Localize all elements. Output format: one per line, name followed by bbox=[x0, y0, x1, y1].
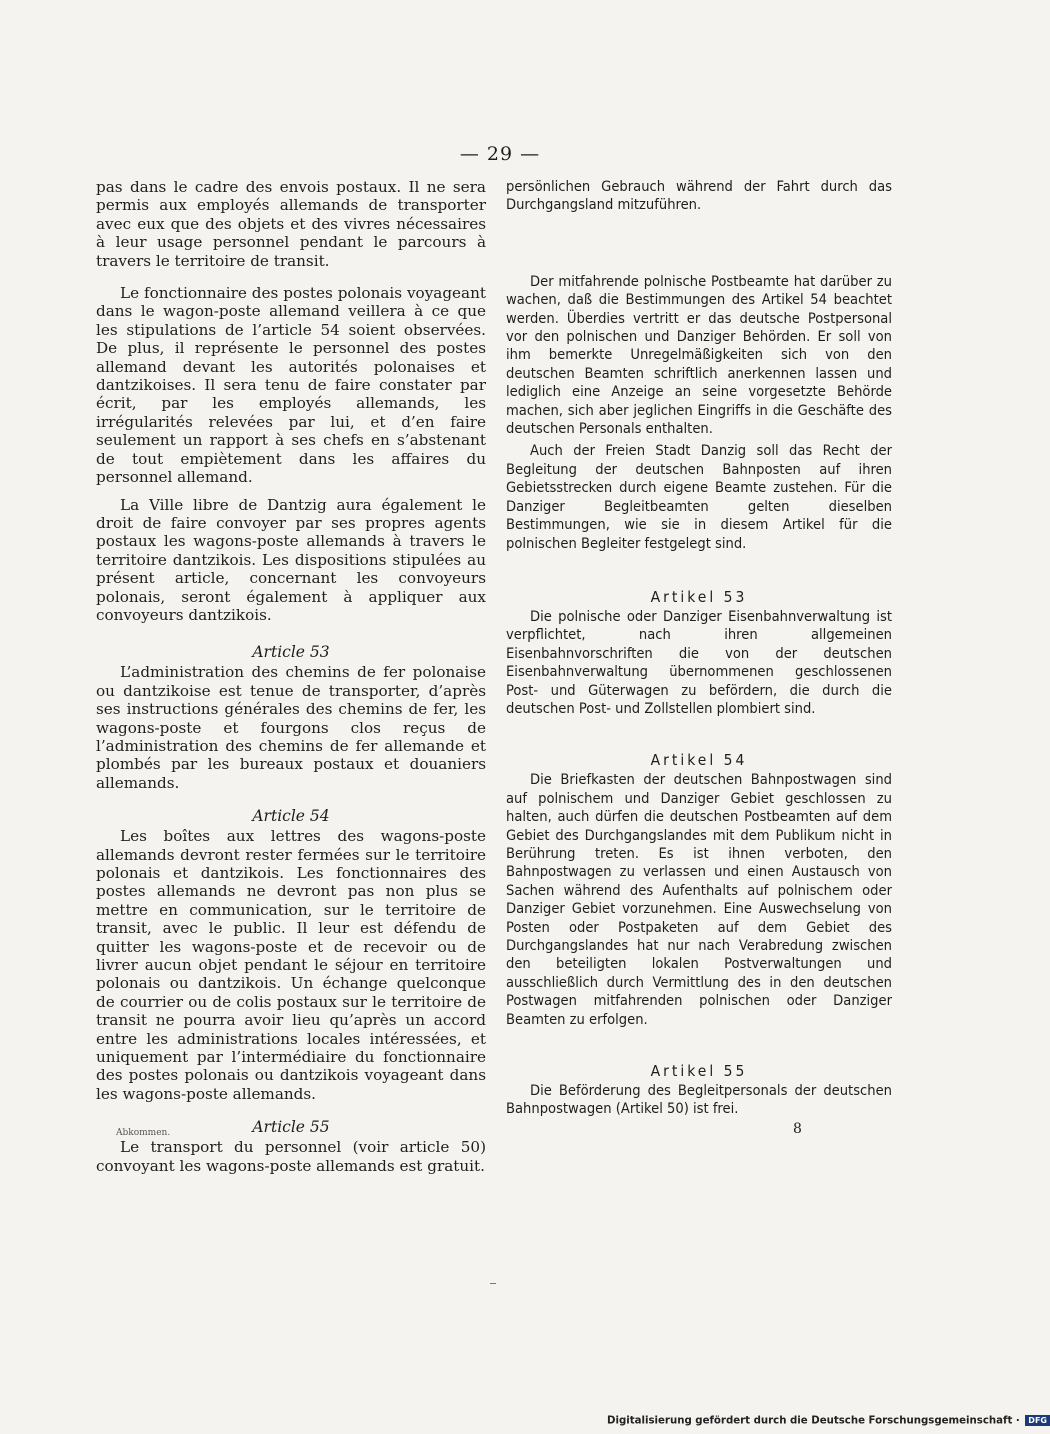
german-paragraph: Die Briefkasten der deutschen Bahnpostwagen sind auf polnischem und Danziger Gebiet geschlossen zu halten, auch dürfen die deutschen Postbeamten auf dem Gebiet des Durchgangslandes mit dem Publikum nicht in Berührung treten. Es ist ihnen verboten, den Bahnpostwagen zu verlassen und einen Austausch von Sachen während des Aufenthalts auf polnischem oder Danziger Gebiet vorzunehmen. Eine Auswechselung von Posten oder Postpaketen auf dem Gebiet des Durchgangslandes hat nur nach Verabredung zwischen den beteiligten lokalen Postverwaltungen und ausschließlich durch Vermittlung des in den deutschen Postwagen mitfahrenden polnischen oder Danziger Beamten zu erfolgen. bbox=[506, 771, 892, 1028]
french-paragraph: La Ville libre de Dantzig aura également le droit de faire convoyer par ses propres agents postaux les wagons-poste allemands à travers le territoire dantzikois. Les dispositions stipulées au présent article, concernant les convoyeurs polonais, seront également à appliquer aux convoyeurs dantzikois. bbox=[96, 495, 486, 624]
page-number: — 29 — bbox=[459, 143, 541, 165]
german-paragraph: Der mitfahrende polnische Postbeamte hat darüber zu wachen, daß die Bestimmungen des Artikel 54 beachtet werden. Überdies vertritt er das deutsche Postpersonal vor den polnischen und Danziger Behörden. Er soll von ihm bemerkte Unregelmäßigkeiten sich von den deutschen Beamten schriftlich anerkennen lassen und lediglich eine Anzeige an seine vorgesetzte Behörde machen, sich aber jeglichen Eingriffs in die Geschäfte des deutschen Personals enthalten. bbox=[506, 272, 892, 438]
credit-text: Digitalisierung gefördert durch die Deutsche Forschungsgemeinschaft · bbox=[607, 1415, 1020, 1427]
french-paragraph: pas dans le cadre des envois postaux. Il ne sera permis aux employés allemands de transporter avec eux que des objets et des vivres nécessaires à leur usage personnel pendant le parcours à travers le territoire de transit. bbox=[96, 178, 486, 270]
german-paragraph: Die Beförderung des Begleitpersonals der deutschen Bahnpostwagen (Artikel 50) ist frei. bbox=[506, 1082, 892, 1118]
article-53-heading-fr: Article 53 bbox=[252, 643, 330, 662]
article-53-heading-de: Artikel 53 bbox=[650, 587, 748, 606]
dfg-logo-icon: DFG bbox=[1025, 1415, 1050, 1426]
sheet-number: 8 bbox=[793, 1121, 802, 1137]
german-paragraph: Die polnische oder Danziger Eisenbahnverwaltung ist verpflichtet, nach ihren allgemeinen Eisenbahnvorschriften die von der deutschen Eisenbahnverwaltung übernommenen geschlossenen Post- und Güterwagen zu befördern, die durch die deutschen Post- und Zollstellen plombiert sind. bbox=[506, 607, 892, 717]
divider bbox=[490, 1283, 496, 1284]
french-paragraph: Le fonctionnaire des postes polonais voyageant dans le wagon-poste allemand veillera à ce que les stipulations de l’article 54 soient observées. De plus, il représente le personnel des postes allemand devant les autorités polonaises et dantzikoises. Il sera tenu de faire constater par écrit, par les employés allemands, les irrégularités relevées par lui, et d’en faire seulement un rapport à ses chefs en s’abstenant de tout empiètement dans les affaires du personnel allemand. bbox=[96, 284, 486, 487]
german-paragraph: persönlichen Gebrauch während der Fahrt durch das Durchgangsland mitzuführen. bbox=[506, 178, 892, 214]
french-paragraph: Le transport du personnel (voir article 50) convoyant les wagons-poste allemands est gratuit. bbox=[96, 1138, 486, 1175]
article-54-heading-de: Artikel 54 bbox=[650, 751, 748, 770]
french-paragraph: Les boîtes aux lettres des wagons-poste allemands devront rester fermées sur le territoire polonais et dantzikois. Les fonctionnaires des postes allemands ne devront pas non plus se mettre en communication, sur le territoire de transit, avec le public. Il leur est défendu de quitter les wagons-poste et de recevoir ou de livrer aucun objet pendant le séjour en territoire polonais ou dantzikois. Un échange quelconque de courrier ou de colis postaux sur le territoire de transit ne pourra avoir lieu qu’après un accord entre les administrations locales intéressées, et uniquement par l’intermédiaire du fonctionnaire des postes polonais ou dantzikois voyageant dans les wagons-poste allemands. bbox=[96, 827, 486, 1103]
article-55-heading-de: Artikel 55 bbox=[650, 1062, 748, 1081]
article-55-heading-fr: Article 55 bbox=[252, 1118, 330, 1137]
german-column bbox=[506, 178, 892, 1119]
french-paragraph: L’administration des chemins de fer polonaise ou dantzikoise est tenue de transporter, d’après ses instructions générales des chemins de fer, les wagons-poste et fourgons clos reçus de l’administration des chemins de fer allemande et plombés par les bureaux postaux et douaniers allemands. bbox=[96, 663, 486, 792]
german-paragraph: Auch der Freien Stadt Danzig soll das Recht der Begleitung der deutschen Bahnposten auf ihren Gebietsstrecken durch eigene Beamte zustehen. Für die Danziger Begleitbeamten gelten dieselben Bestimmungen, wie sie in diesem Artikel für die polnischen Begleiter festgelegt sind. bbox=[506, 442, 892, 552]
french-column bbox=[96, 178, 486, 1175]
digitization-credit bbox=[607, 1415, 1050, 1427]
footnote-signature-mark: Abkommen. bbox=[116, 1128, 171, 1138]
article-54-heading-fr: Article 54 bbox=[252, 807, 330, 826]
